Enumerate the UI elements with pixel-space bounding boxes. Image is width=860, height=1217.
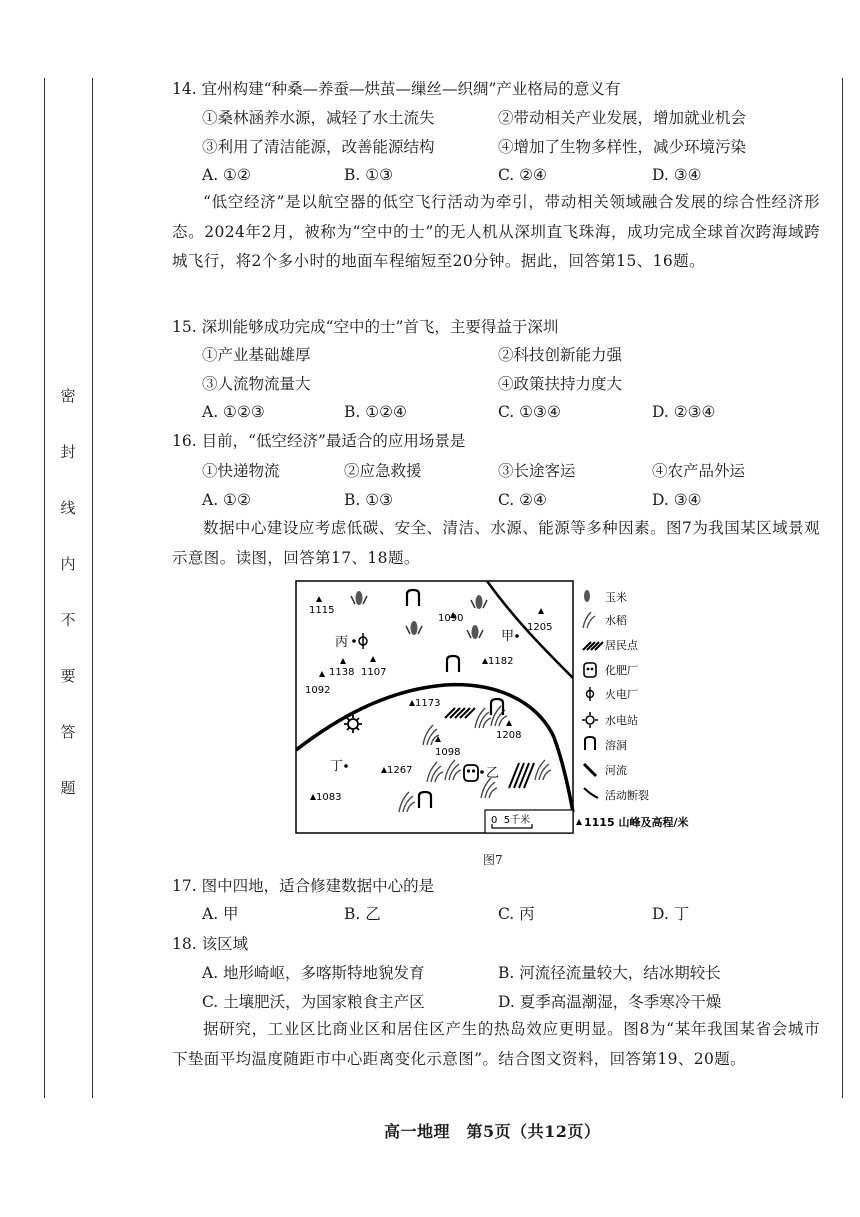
elevation-label: 1083 <box>316 792 342 803</box>
seal-char: 线 <box>60 499 76 517</box>
elevation-label: 1173 <box>415 698 441 709</box>
legend-thermal-plant: 火电厂 <box>605 688 638 701</box>
passage-low-altitude-economy: “低空经济”是以航空器的低空飞行活动为牵引，带动相关领域融合发展的综合性经济形态。2024年2月，被称为“空中的士”的无人机从深圳直飞珠海，成功完成全球首次跨海域跨城飞行，将2个多小时的地面车程缩短至20分钟。据此，回答第15、16题。 <box>172 193 820 271</box>
elevation-label: 1267 <box>387 765 413 776</box>
legend-fertilizer-plant: 化肥厂 <box>605 664 638 677</box>
q14-statement-1: ①桑林涵养水源，减轻了水土流失 <box>202 109 435 127</box>
seal-char: 封 <box>60 443 76 461</box>
legend-hydro-station: 水电站 <box>605 714 638 727</box>
q16-statement-3: ③长途客运 <box>498 462 576 480</box>
place-label-bing: 丙 <box>335 635 349 650</box>
place-label-jia: 甲 <box>501 629 515 644</box>
q15-statement-1: ①产业基础雄厚 <box>202 346 311 364</box>
q17-option-b: B. 乙 <box>344 905 381 923</box>
legend-karst-cave: 溶洞 <box>605 739 627 752</box>
seal-char: 题 <box>60 779 76 797</box>
elevation-label: 1107 <box>361 667 387 678</box>
q16-option-a: A. ①② <box>202 491 251 509</box>
q15-option-b: B. ①②④ <box>344 403 407 421</box>
q14-option-c: C. ②④ <box>498 166 547 184</box>
q14-statement-4: ④增加了生物多样性，减少环境污染 <box>498 138 747 156</box>
elevation-label: 1205 <box>527 622 553 633</box>
q18-option-c: C. 土壤肥沃，为国家粮食主产区 <box>202 993 425 1011</box>
elevation-label: 1208 <box>496 730 522 741</box>
seal-char: 密 <box>60 387 76 405</box>
q18-option-a: A. 地形崎岖，多喀斯特地貌发育 <box>202 964 425 982</box>
q15-option-c: C. ①③④ <box>498 403 561 421</box>
q15-option-a: A. ①②③ <box>202 403 265 421</box>
passage-heat-island: 据研究，工业区比商业区和居住区产生的热岛效应更明显。图8为“某年我国某省会城市下垫面平均温度随距市中心距离变化示意图”。结合图文资料，回答第19、20题。 <box>172 1020 820 1068</box>
seal-char: 答 <box>60 723 76 741</box>
legend-rice: 水稻 <box>605 614 627 627</box>
thermal-power-plant-icon <box>359 633 367 649</box>
binding-line-right <box>92 78 93 1098</box>
elevation-label: 1092 <box>305 685 331 696</box>
elevation-label: 1090 <box>438 613 464 624</box>
q16-option-d: D. ③④ <box>652 491 702 509</box>
q18-option-b: B. 河流径流量较大，结冰期较长 <box>498 964 721 982</box>
elevation-label: 1182 <box>488 656 514 667</box>
q15-statement-3: ③人流物流量大 <box>202 375 311 393</box>
legend-corn: 玉米 <box>605 591 627 604</box>
legend-peak-elevation: 1115 山峰及高程/米 <box>584 816 689 829</box>
figure-7-landscape-map <box>295 580 735 842</box>
legend-river: 河流 <box>605 764 627 777</box>
q15-statement-2: ②科技创新能力强 <box>498 346 623 364</box>
legend-residential: 居民点 <box>605 639 638 652</box>
scale-label: 0 5千米 <box>491 815 531 826</box>
q16-statement-4: ④农产品外运 <box>652 462 746 480</box>
map-legend <box>576 590 688 829</box>
rice-icon <box>399 706 551 812</box>
figure-caption: 图7 <box>483 853 503 867</box>
q14-option-a: A. ①② <box>202 166 251 184</box>
elevation-label: 1138 <box>329 667 355 678</box>
q17-option-c: C. 丙 <box>498 905 535 923</box>
seal-char: 不 <box>60 611 76 629</box>
q15-option-d: D. ②③④ <box>652 403 716 421</box>
place-label-yi: 乙 <box>486 766 500 781</box>
q16-stem: 16. 目前，“低空经济”最适合的应用场景是 <box>172 432 466 450</box>
q17-option-a: A. 甲 <box>202 905 239 923</box>
q18-option-d: D. 夏季高温潮湿，冬季寒冷干燥 <box>498 993 722 1011</box>
q14-option-b: B. ①③ <box>344 166 394 184</box>
q14-stem: 14. 宜州构建“种桑—养蚕—烘茧—缫丝—织绸”产业格局的意义有 <box>172 80 621 98</box>
q16-statement-2: ②应急救援 <box>344 462 422 480</box>
elevation-label: 1098 <box>435 747 461 758</box>
q16-option-c: C. ②④ <box>498 491 547 509</box>
q15-stem: 15. 深圳能够成功完成“空中的士”首飞，主要得益于深圳 <box>172 318 559 336</box>
q18-stem: 18. 该区域 <box>172 935 249 953</box>
seal-char: 内 <box>60 555 76 573</box>
place-label-ding: 丁 <box>330 759 344 774</box>
binding-line-left <box>44 78 45 1098</box>
q14-statement-3: ③利用了清洁能源，改善能源结构 <box>202 138 435 156</box>
q16-statement-1: ①快递物流 <box>202 462 280 480</box>
elevation-label: 1115 <box>309 605 335 616</box>
q15-statement-4: ④政策扶持力度大 <box>498 375 623 393</box>
page-footer: 高一地理 第5页（共12页） <box>384 1122 601 1141</box>
q16-option-b: B. ①③ <box>344 491 394 509</box>
legend-active-fault: 活动断裂 <box>605 789 649 802</box>
q17-option-d: D. 丁 <box>652 905 690 923</box>
seal-char: 要 <box>60 667 76 685</box>
q14-statement-2: ②带动相关产业发展，增加就业机会 <box>498 109 747 127</box>
q14-option-d: D. ③④ <box>652 166 702 184</box>
scale-bar <box>485 810 573 833</box>
passage-data-center: 数据中心建设应考虑低碳、安全、清洁、水源、能源等多种因素。图7为我国某区域景观示意图。读图，回答第17、18题。 <box>172 519 820 567</box>
fertilizer-plant-icon <box>464 765 478 781</box>
q17-stem: 17. 图中四地，适合修建数据中心的是 <box>172 877 435 895</box>
page-edge-right <box>842 78 843 1098</box>
